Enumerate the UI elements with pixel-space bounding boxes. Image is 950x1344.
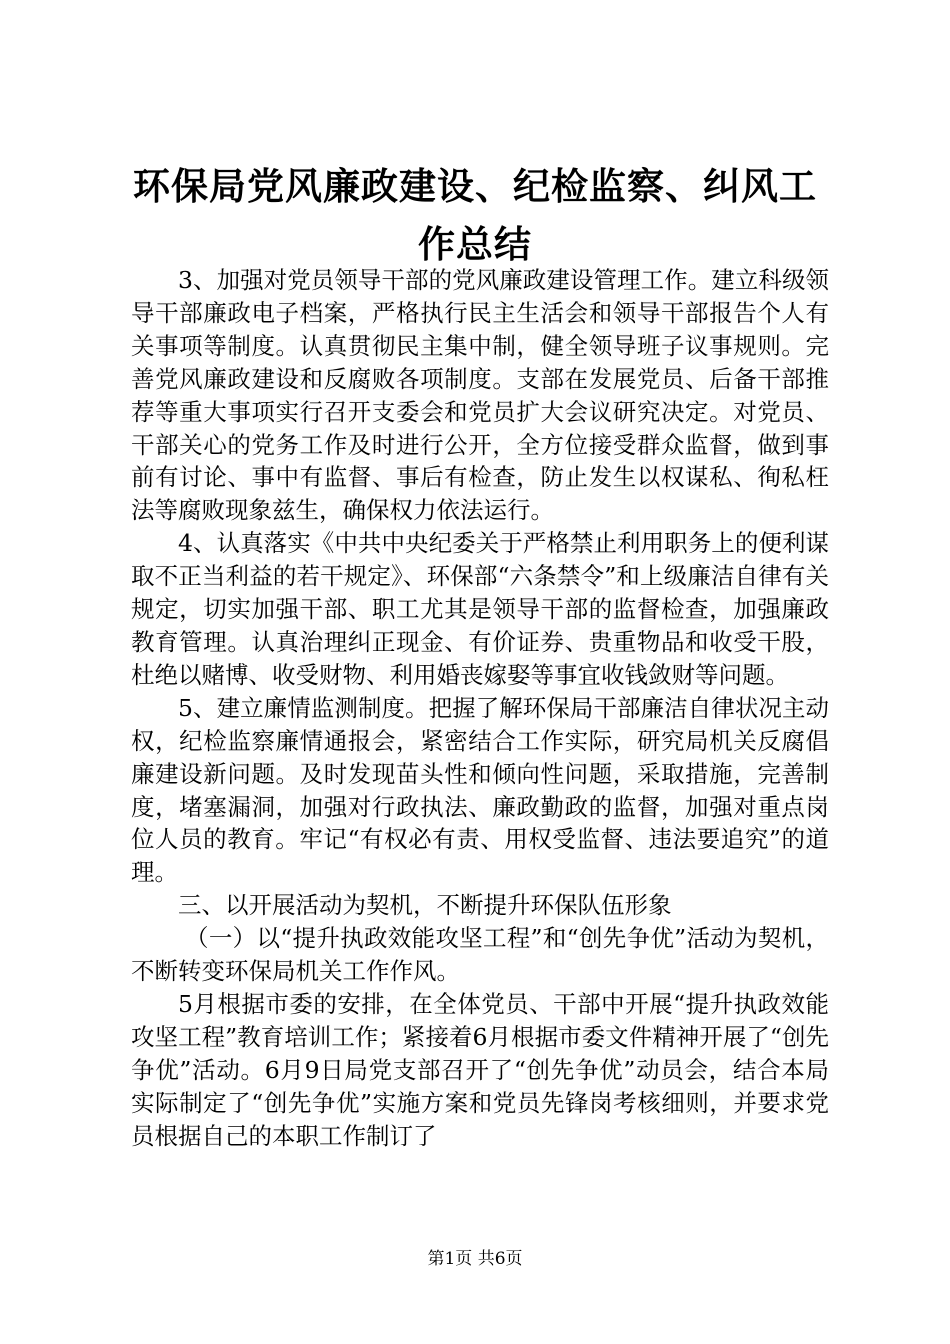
paragraph-item-4: 4、认真落实《中共中央纪委关于严格禁止利用职务上的便利谋取不正当利益的若干规定》、环保部“六条禁令”和上级廉洁自律有关规定，切实加强干部、职工尤其是领导干部的监督检查，加强廉政教育管理。认真治理纠正现金、有价证券、贵重物品和收受干股，杜绝以赌博、收受财物、利用婚丧嫁娶等事宜收钱敛财等问题。 <box>131 529 829 689</box>
document-title: 环保局党风廉政建设、纪检监察、纠风工作总结 <box>133 165 817 266</box>
document-body <box>131 264 829 1152</box>
paragraph-item-5: 5、建立廉情监测制度。把握了解环保局干部廉洁自律状况主动权，纪检监察廉情通报会，紧密结合工作实际，研究局机关反腐倡廉建设新问题。及时发现苗头性和倾向性问题，采取措施，完善制度，堵塞漏洞，加强对行政执法、廉政勤政的监督，加强对重点岗位人员的教育。牢记“有权必有责、用权受监督、违法要追究”的道理。 <box>131 693 829 887</box>
section-heading-three: 三、以开展活动为契机，不断提升环保队伍形象 <box>178 891 672 920</box>
paragraph-item-3: 3、加强对党员领导干部的党风廉政建设管理工作。建立科级领导干部廉政电子档案，严格执行民主生活会和领导干部报告个人有关事项等制度。认真贯彻民主集中制，健全领导班子议事规则。完善党风廉政建设和反腐败各项制度。支部在发展党员、后备干部推荐等重大事项实行召开支委会和党员扩大会议研究决定。对党员、干部关心的党务工作及时进行公开，全方位接受群众监督，做到事前有讨论、事中有监督、事后有检查，防止发生以权谋私、徇私枉法等腐败现象兹生，确保权力依法运行。 <box>131 266 829 525</box>
subsection-heading-one: （一）以“提升执政效能攻坚工程”和“创先争优”活动为契机，不断转变环保局机关工作作风。 <box>131 924 829 986</box>
page-footer: 第1页 共6页 <box>427 1249 523 1269</box>
paragraph-may-activities: 5月根据市委的安排，在全体党员、干部中开展“提升执政效能攻坚工程”教育培训工作；紧接着6月根据市委文件精神开展了“创先争优”活动。6月9日局党支部召开了“创先争优”动员会，结合本局实际制定了“创先争优”实施方案和党员先锋岗考核细则，并要求党员根据自己的本职工作制订了 <box>131 989 829 1150</box>
